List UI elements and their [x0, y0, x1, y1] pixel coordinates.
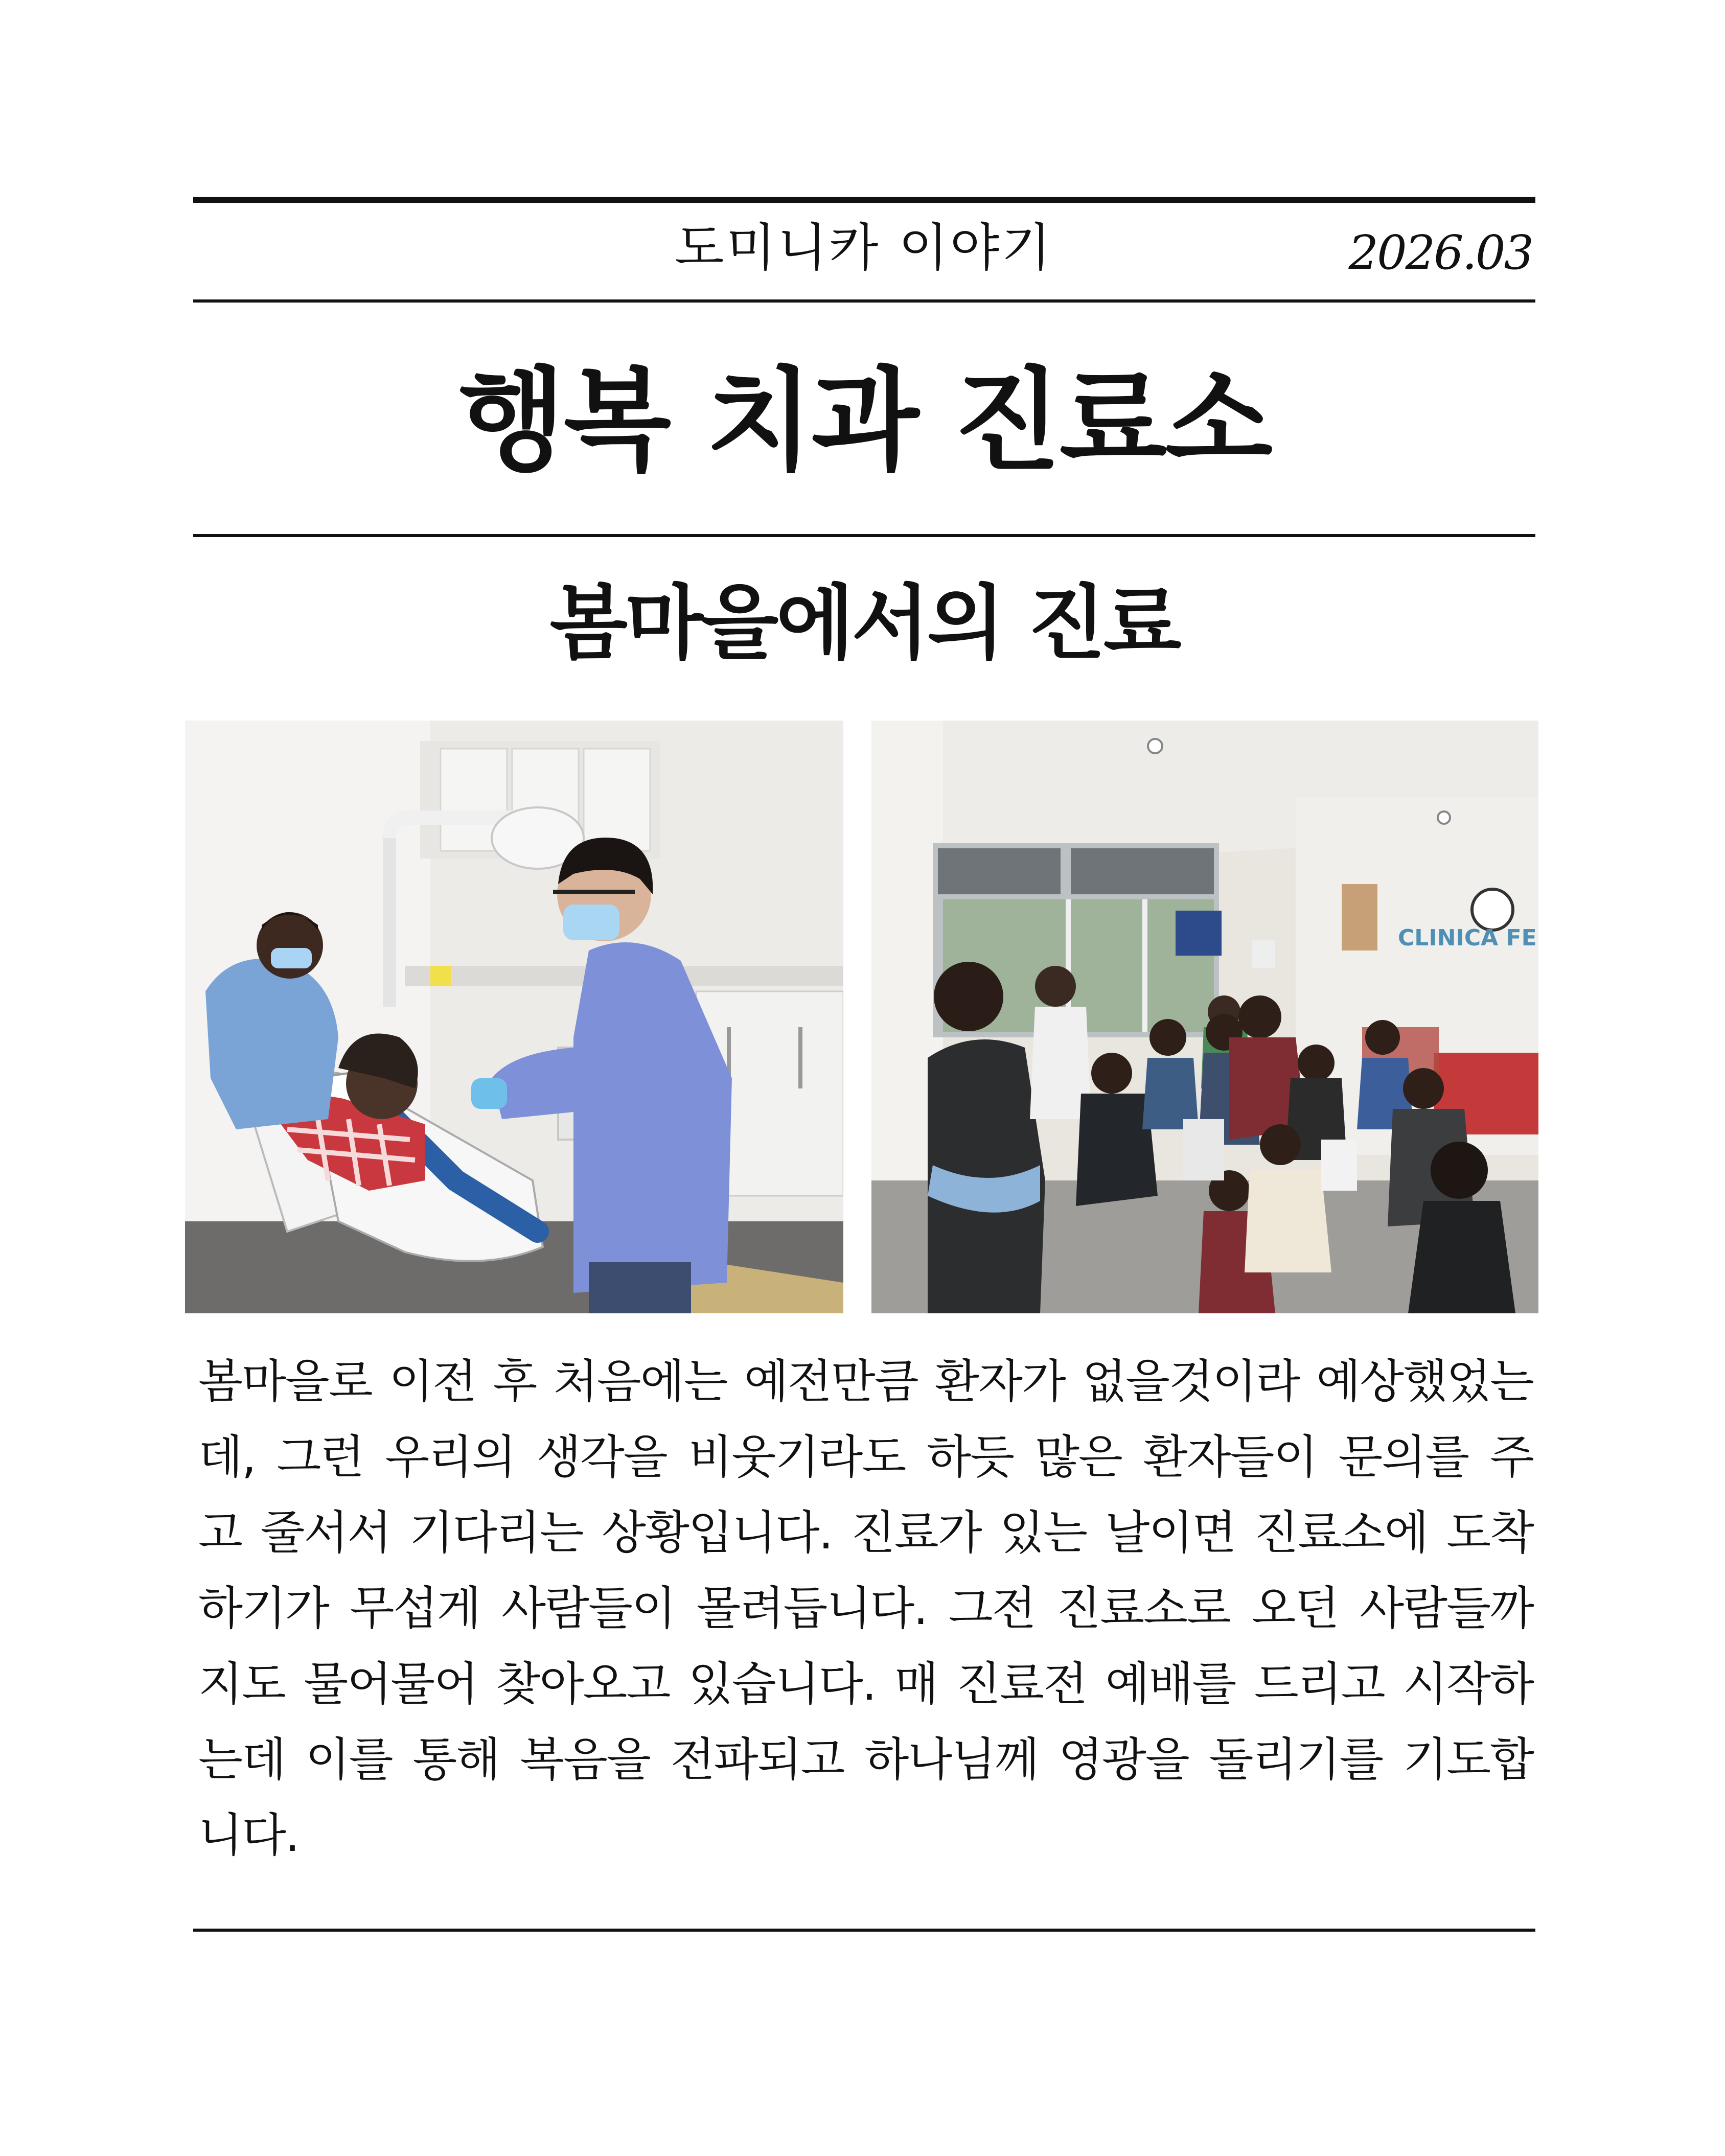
issue-date: 2026.03 [1348, 225, 1532, 280]
section-name: 도미니카 이야기 [675, 218, 1053, 277]
title-divider [193, 534, 1535, 537]
page-title: 행복 치과 진료소 [458, 357, 1271, 486]
bottom-rule [193, 1929, 1535, 1932]
article-body: 봄마을로 이전 후 처음에는 예전만큼 환자가 없을것이라 예상했었는데, 그런 우리의 생각을 비웃기라도 하듯 많은 환자들이 문의를 주고 줄서서 기다리는 상황입니다. 진료가 있는 날이면 진료소에 도착하기가 무섭게 사람들이 몰려듭니다. 그전 진료소로 오던 사람들까지도 물어물어 찾아오고 있습니다. 매 진료전 예배를 드리고 시작하는데 이를 통해 복음을 전파되고 하나님께 영광을 돌리기를 기도합니다. [198, 1355, 1533, 1862]
article-subtitle: 봄마을에서의 진료 [549, 576, 1179, 670]
waiting-room-photo [871, 721, 1538, 1313]
wall-sign-text: CLINICA FE [1398, 925, 1537, 951]
top-rule [193, 197, 1535, 203]
dental-treatment-photo [185, 721, 843, 1313]
header-divider [193, 299, 1535, 303]
